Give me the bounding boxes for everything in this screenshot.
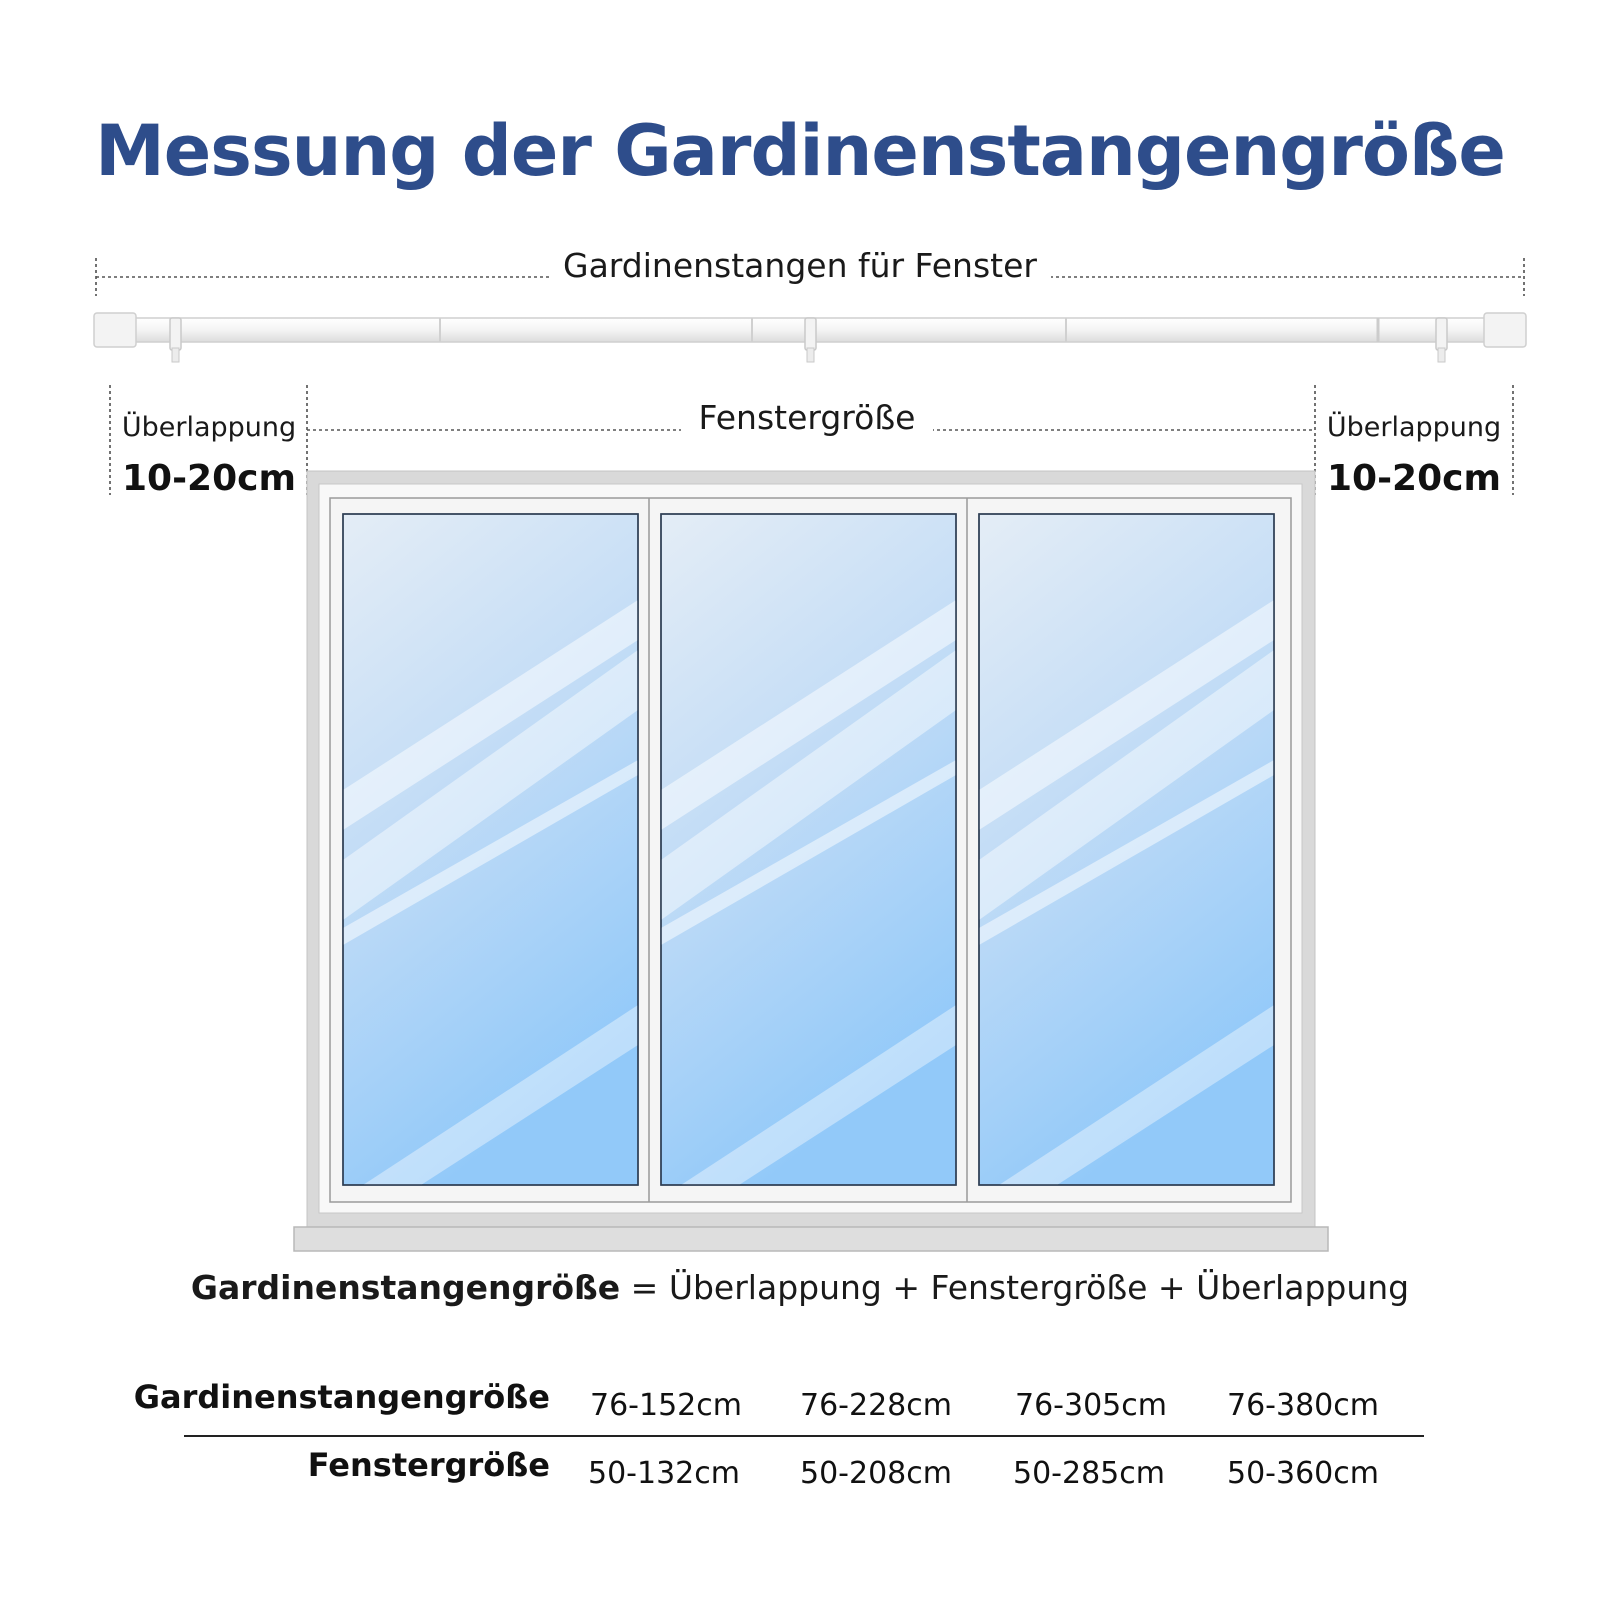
table-cell: 76-228cm [800, 1388, 952, 1423]
formula-term-3: Überlappung [1196, 1268, 1410, 1307]
table-cell: 50-208cm [800, 1456, 952, 1491]
formula-term-2: Fenstergröße [930, 1268, 1148, 1307]
table-cell: 76-380cm [1227, 1388, 1379, 1423]
table-divider [184, 1435, 1424, 1437]
table-row-label-rod: Gardinenstangengröße [133, 1378, 550, 1416]
page-title: Messung der Gardinenstangengröße [95, 110, 1505, 192]
window-sill [294, 1227, 1328, 1251]
formula-result: Gardinenstangengröße [190, 1268, 621, 1307]
window-pane-right [979, 514, 1274, 1185]
table-cell: 50-132cm [588, 1456, 740, 1491]
table-cell: 76-305cm [1015, 1388, 1167, 1423]
window-illustration [294, 471, 1328, 1251]
window-pane-left [343, 514, 638, 1185]
formula-plus-1: + [892, 1268, 921, 1307]
table-cell: 50-285cm [1013, 1456, 1165, 1491]
window-size-label: Fenstergröße [308, 398, 1306, 437]
overlap-right-label: Überlappung [1326, 412, 1502, 443]
table-row-label-window: Fenstergröße [307, 1446, 550, 1484]
overlap-left-label: Überlappung [121, 412, 297, 443]
rod-dimension-label: Gardinenstangen für Fenster [0, 246, 1600, 285]
overlap-left-value: 10-20cm [122, 458, 296, 499]
size-formula [0, 1268, 1600, 1307]
formula-equals: = [630, 1268, 659, 1307]
table-cell: 76-152cm [590, 1388, 742, 1423]
table-cell: 50-360cm [1227, 1456, 1379, 1491]
overlap-right-value: 10-20cm [1327, 458, 1501, 499]
formula-plus-2: + [1157, 1268, 1186, 1307]
curtain-rod [94, 313, 1526, 362]
window-pane-middle [661, 514, 956, 1185]
formula-term-1: Überlappung [668, 1268, 882, 1307]
